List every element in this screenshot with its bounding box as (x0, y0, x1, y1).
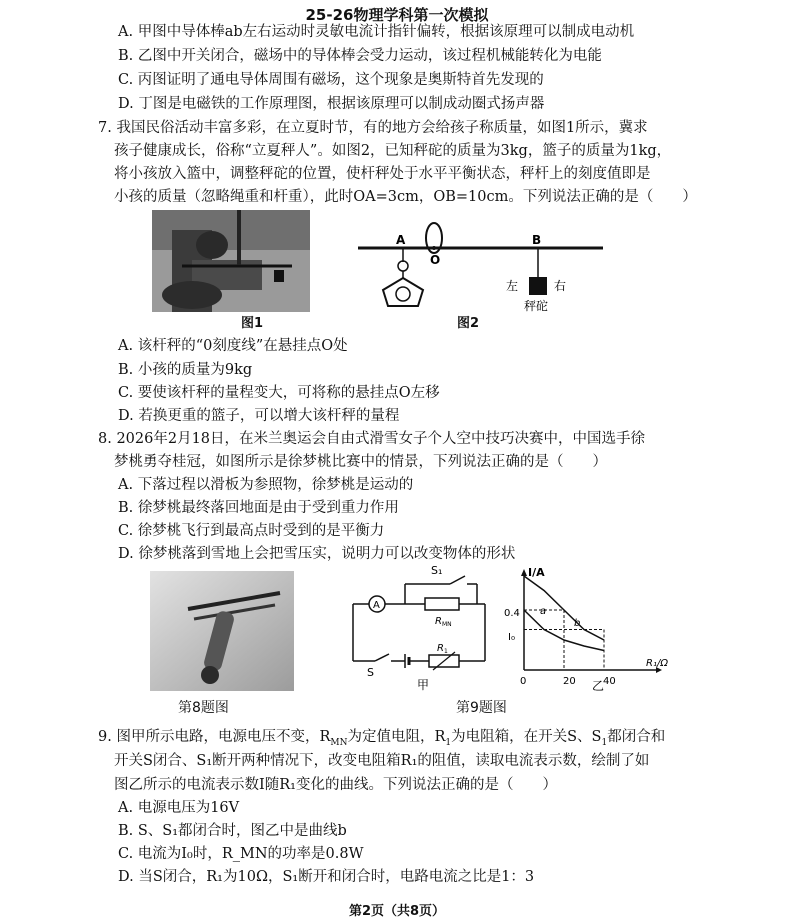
label-r1: R (437, 643, 444, 654)
q7-line-2: 孩子健康成长，俗称“立夏秤人”。如图2，已知秤砣的质量为3kg，篮子的质量为1kg， (114, 143, 672, 159)
label-left: 左 (506, 279, 519, 293)
q6-option-c: C. 丙图证明了通电导体周围有磁场，这个现象是奥斯特首先发现的 (118, 72, 544, 88)
q9-graph (496, 562, 686, 692)
label-r1-sub: 1 (444, 648, 448, 655)
q9-line1-c: 为电阻箱，在开关S、S (451, 729, 602, 745)
ammeter-label: A (373, 600, 380, 611)
label-weight: 秤砣 (524, 299, 549, 313)
q8-option-b: B. 徐梦桃最终落回地面是由于受到重力作用 (118, 500, 399, 516)
q8-option-c: C. 徐梦桃飞行到最高点时受到的是平衡力 (118, 523, 385, 539)
q9-option-a: A. 电源电压为16V (118, 800, 240, 816)
q7-line-1: 7. 我国民俗活动丰富多彩，在立夏时节，有的地方会给孩子称质量，如图1所示，冀求 (98, 120, 648, 136)
q6-option-d: D. 丁图是电磁铁的工作原理图，根据该原理可以制成动圈式扬声器 (118, 96, 545, 112)
q9-line-1 (98, 727, 665, 753)
label-a: A (396, 233, 406, 247)
fig1-caption: 图1 (241, 316, 264, 331)
q9-line1-sub1: MN (330, 737, 348, 748)
y-tick-i0: I₀ (508, 632, 515, 643)
switch-s1 (450, 576, 465, 584)
q9-line1-b: 为定值电阻，R (347, 729, 446, 745)
switch-s (375, 654, 389, 661)
q9-option-d: D. 当S闭合，R₁为10Ω，S₁断开和闭合时，电路电流之比是1：3 (118, 869, 535, 885)
q9-caption: 第9题图 (456, 700, 507, 716)
q9-option-b: B. S、S₁都闭合时，图乙中是曲线b (118, 823, 347, 839)
q8-option-d: D. 徐梦桃落到雪地上会把雪压实，说明力可以改变物体的形状 (118, 546, 516, 562)
label-right: 右 (554, 279, 567, 293)
label-b: B (532, 233, 542, 247)
q6-option-a: A. 甲图中导体棒ab左右运动时灵敏电流计指针偏转，根据该原理可以制成电动机 (118, 24, 635, 40)
curve-a-label: a (540, 606, 547, 617)
q8-photo (150, 571, 294, 691)
q8-caption: 第8题图 (178, 700, 229, 716)
label-s1: S₁ (431, 564, 443, 577)
q7-line-3: 将小孩放入篮中，调整秤砣的位置，使杆秤处于水平平衡状态，秤杆上的刻度值即是 (114, 166, 651, 182)
fig2-diagram (348, 222, 610, 322)
q9-circuit (345, 564, 495, 694)
x-axis-label: R₁/Ω (646, 658, 668, 669)
basket (383, 278, 423, 306)
page-footer: 第2页（共8页） (348, 904, 446, 919)
q7-option-c: C. 要使该杆秤的量程变大，可将称的悬挂点O左移 (118, 385, 440, 401)
q6-option-b: B. 乙图中开关闭合，磁场中的导体棒会受力运动，该过程机械能转化为电能 (118, 48, 602, 64)
q9-option-c: C. 电流为I₀时，R_MN的功率是0.8W (118, 846, 364, 862)
x-tick-40: 40 (603, 676, 616, 687)
page-header: 25-26物理学科第一次模拟 (305, 6, 489, 24)
q9-line1-sub3: 1 (601, 737, 608, 748)
q8-option-a: A. 下落过程以滑板为参照物，徐梦桃是运动的 (118, 477, 414, 493)
q9-line1-d: 都闭合和 (607, 729, 666, 745)
x-tick-20: 20 (563, 676, 576, 687)
origin-label: 0 (520, 676, 527, 687)
label-yi: 乙 (592, 679, 605, 692)
q9-line-3: 图乙所示的电流表示数I随R₁变化的曲线。下列说法正确的是（ ） (114, 777, 557, 793)
q9-line1-a: 9. 图甲所示电路，电源电压不变，R (98, 729, 331, 745)
y-axis-label: I/A (528, 566, 545, 579)
label-o: O (430, 253, 441, 267)
q7-option-a: A. 该杆秤的“0刻度线”在悬挂点O处 (118, 338, 348, 354)
q7-line-4: 小孩的质量（忽略绳重和杆重），此时OA=3cm，OB=10cm。下列说法正确的是（ ） (114, 189, 697, 205)
weight-block (529, 277, 547, 295)
label-jia: 甲 (417, 678, 430, 692)
curve-b-label: b (574, 618, 581, 629)
fig2-caption: 图2 (457, 316, 480, 331)
y-tick-04: 0.4 (504, 608, 520, 619)
q9-line1-sub2: 1 (445, 737, 452, 748)
fig1-photo (152, 210, 310, 312)
q9-line-2: 开关S闭合、S₁断开两种情况下，改变电阻箱R₁的阻值，读取电流表示数，绘制了如 (114, 753, 650, 769)
q8-line-2: 梦桃勇夺桂冠，如图所示是徐梦桃比赛中的情景，下列说法正确的是（ ） (114, 454, 607, 470)
q7-option-b: B. 小孩的质量为9kg (118, 362, 253, 378)
label-rmn-sub: MN (442, 621, 452, 628)
resistor-rmn (425, 598, 459, 610)
q7-option-d: D. 若换更重的篮子，可以增大该杆秤的量程 (118, 408, 400, 424)
q8-line-1: 8. 2026年2月18日，在米兰奥运会自由式滑雪女子个人空中技巧决赛中，中国选手徐 (98, 431, 646, 447)
label-s: S (367, 666, 374, 679)
label-rmn: R (435, 616, 442, 627)
